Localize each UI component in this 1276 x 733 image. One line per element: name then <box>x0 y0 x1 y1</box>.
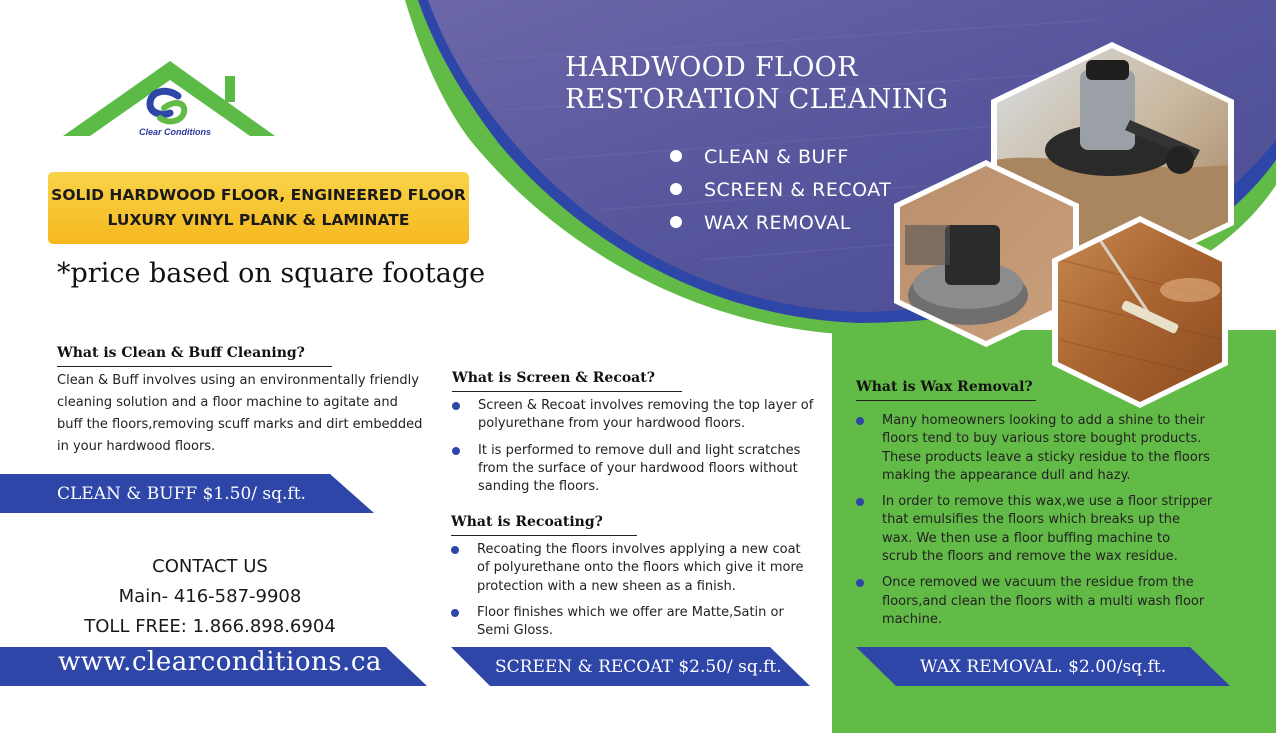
contact-heading: CONTACT US <box>152 556 268 577</box>
screen-recoat-price: SCREEN & RECOAT $2.50/ sq.ft. <box>495 657 782 677</box>
list-item: Screen & Recoat involves removing the top layer of polyurethane from your hardwood floors. <box>452 397 822 434</box>
screen-recoat-heading: What is Screen & Recoat? <box>452 370 682 392</box>
clean-buff-price: CLEAN & BUFF $1.50/ sq.ft. <box>57 484 306 504</box>
house-roof-icon <box>63 61 275 136</box>
bullet-icon <box>856 498 864 506</box>
floor-types-banner <box>48 172 469 244</box>
recoating-list <box>451 541 821 648</box>
bullet-icon <box>856 579 864 587</box>
bullet-icon <box>452 402 460 410</box>
list-item: In order to remove this wax,we use a floor stripper that emulsifies the floors which breaks up the wax. We then use a floor buffing machine to scrub the floors and remove the wax residue. <box>856 493 1236 566</box>
bullet-icon <box>856 417 864 425</box>
wax-removal-heading: What is Wax Removal? <box>856 379 1036 401</box>
chimney-icon <box>225 76 235 102</box>
contact-toll-free[interactable]: TOLL FREE: 1.866.898.6904 <box>84 616 336 637</box>
bullet-icon <box>670 150 682 162</box>
logo-brand-name: Clear Conditions <box>138 127 211 137</box>
screen-recoat-list <box>452 397 822 504</box>
recoating-heading: What is Recoating? <box>451 514 637 536</box>
bullet-icon <box>451 546 459 554</box>
list-item: Recoating the floors involves applying a new coat of polyurethane onto the floors which give it more protection with a new sheen as a finish. <box>451 541 821 596</box>
hero-title-line-1: HARDWOOD FLOOR <box>565 52 858 83</box>
price-note: *price based on square footage <box>57 258 486 289</box>
wax-removal-price: WAX REMOVAL. $2.00/sq.ft. <box>920 657 1167 677</box>
bullet-icon <box>451 609 459 617</box>
hero-title-line-2: RESTORATION CLEANING <box>565 84 949 115</box>
wax-removal-list <box>856 412 1236 637</box>
contact-main-phone[interactable]: Main- 416-587-9908 <box>118 586 302 607</box>
list-item: Once removed we vacuum the residue from the floors,and clean the floors with a multi wash floor machine. <box>856 574 1236 629</box>
floor-types-line-1: SOLID HARDWOOD FLOOR, ENGINEERED FLOOR <box>51 186 466 204</box>
contact-block <box>70 552 350 642</box>
clean-buff-heading: What is Clean & Buff Cleaning? <box>57 345 332 367</box>
clean-buff-description: Clean & Buff involves using an environmentally friendly cleaning solution and a floor machine to agitate and buff the floors,removing scuff marks and dirt embedded in your hardwood floors. <box>57 373 423 454</box>
list-item: It is performed to remove dull and light scratches from the surface of your hardwood floors without sanding the floors. <box>452 442 822 497</box>
hero-title <box>565 52 948 116</box>
website-link[interactable]: www.clearconditions.ca <box>58 647 382 677</box>
flyer-page: Clear Conditions SOLID HARDWOOD FLOOR, ENGINEERED FLOOR LUXURY VINYL PLANK & LAMINATE *price based on square footage HARDWOOD FLOOR RESTORATION CLEANING CLEAN & BUFF SCREEN & RECOAT WAX REMOVAL What is Clean & Buff Cleaning? Clean & Buff involves using an environmentally friendly cleaning solution and a floor machine to agitate and buff the floors,removing scuff marks and dirt embedded in your hardwood floors. CLEAN & BUFF $1.50/ sq.ft. What is Screen & Recoat? Screen & Recoat involves removing the top layer of polyurethane from your hardwood floors. It is performed to remove dull and light scratches from the surface of your hardwood floors without sanding the floors. What is Recoating? Recoating the floors involves applying a new coat of polyurethane onto the floors which give it more protection with a new sheen as a finish. Floor finishes which we offer are Matte,Satin or Semi Gloss. SCREEN & RECOAT $2.50/ sq.ft. What is Wax Removal? Many homeowners looking to add a shine to their floors tend to buy various store bought products. These products leave a sticky residue to the floors making the appearance dull and hazy. In order to remove this wax,we use a floor stripper that emulsifies the floors which breaks up the wax. We then use a floor buffing machine to scrub the floors and remove the wax residue. Once removed we vacuum the residue from the floors,and clean the floors with a multi wash floor machine. WAX REMOVAL. $2.00/sq.ft. CONTACT US Main- 416-587-9908 TOLL FREE: 1.866.898.6904 www.clearconditions.ca <box>0 0 1276 733</box>
list-item: Many homeowners looking to add a shine to their floors tend to buy various store bought products. These products leave a sticky residue to the floors making the appearance dull and hazy. <box>856 412 1236 485</box>
floor-types-line-2: LUXURY VINYL PLANK & LAMINATE <box>107 211 410 229</box>
bullet-icon <box>670 183 682 195</box>
bullet-icon <box>452 447 460 455</box>
bullet-icon <box>670 216 682 228</box>
list-item: Floor finishes which we offer are Matte,Satin or Semi Gloss. <box>451 604 821 641</box>
